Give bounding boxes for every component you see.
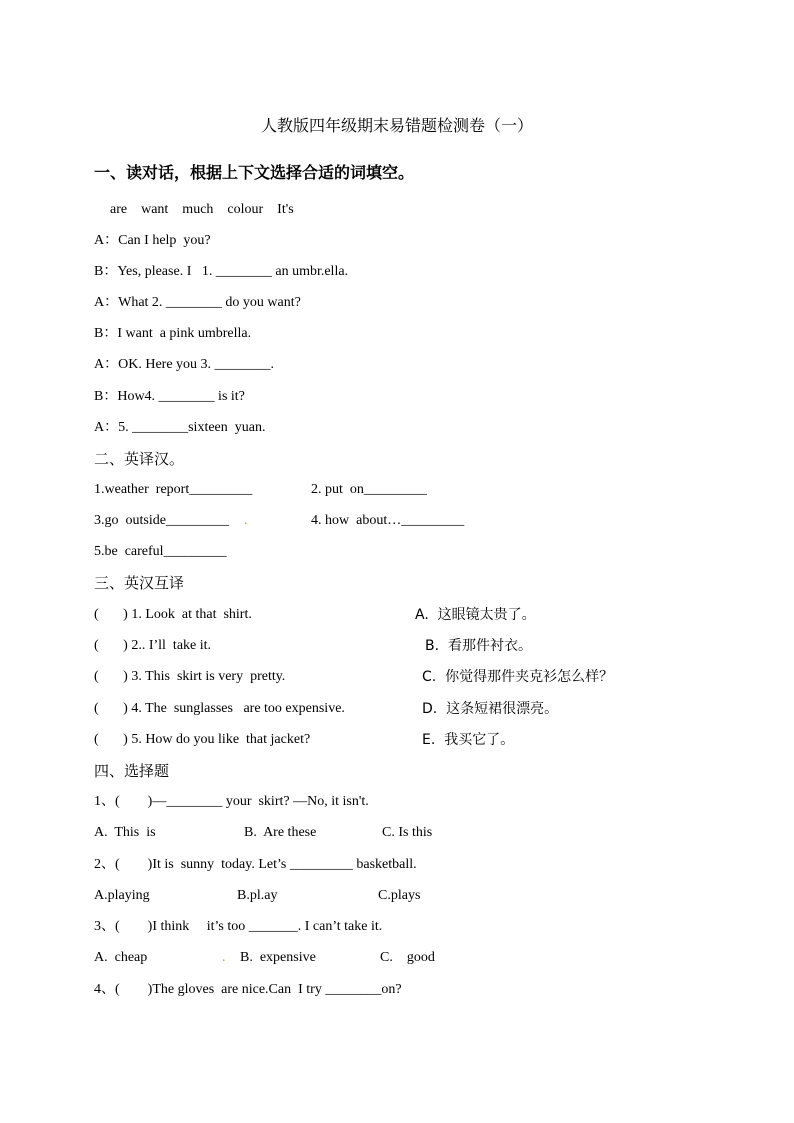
dialog-line: B：How4. ________ is it? [94, 389, 245, 404]
stray-dot: . [244, 513, 248, 528]
dialog-line: A：Can I help you? [94, 233, 211, 248]
dialog-line: B：Yes, please. I 1. ________ an umbr.ella. [94, 264, 349, 279]
page-title: 人教版四年级期末易错题检测卷（一） [260, 118, 533, 135]
translate-item: 4. how about…_________ [311, 513, 465, 528]
option: A. cheap [94, 950, 148, 965]
translate-item: 3.go outside_________ [94, 513, 229, 528]
word-bank: are want much colour It's [110, 202, 294, 217]
section-1-heading: 一、读对话，根据上下文选择合适的词填空。 [94, 163, 415, 182]
translate-item: 5.be careful_________ [94, 544, 227, 559]
question-3: 3、( )I think it’s too _______. I can’t take it. [94, 919, 383, 934]
dialog-line: A：OK. Here you 3. ________. [94, 357, 275, 372]
match-left-item: ( ) 2.. I’ll take it. [94, 638, 212, 653]
option: C. Is this [382, 825, 433, 840]
match-left-item: ( ) 3. This skirt is very pretty. [94, 669, 286, 684]
stray-dot: . [222, 950, 226, 965]
match-right-item: B. 看那件衬衣。 [425, 638, 532, 654]
option: A. This is [94, 825, 156, 840]
match-right-item: C. 你觉得那件夹克衫怎么样？ [422, 669, 614, 685]
dialog-line: B：I want a pink umbrella. [94, 326, 252, 341]
option: C.plays [378, 888, 421, 903]
option: B. expensive [240, 950, 316, 965]
question-1: 1、( )—________ your skirt? —No, it isn't. [94, 794, 369, 809]
match-left-item: ( ) 5. How do you like that jacket? [94, 732, 311, 747]
question-2: 2、( )It is sunny today. Let’s _________ basketball. [94, 857, 417, 872]
match-right-item: A. 这眼镜太贵了。 [415, 607, 536, 623]
option: C. good [380, 950, 435, 965]
dialog-line: A：What 2. ________ do you want? [94, 295, 301, 310]
option: B.pl.ay [237, 888, 278, 903]
dialog-line: A：5. ________sixteen yuan. [94, 420, 266, 435]
section-3-heading: 三、英汉互译 [94, 574, 185, 592]
option: A.playing [94, 888, 150, 903]
option: B. Are these [244, 825, 317, 840]
section-4-heading: 四、选择题 [94, 762, 170, 780]
translate-item: 1.weather report_________ [94, 482, 253, 497]
section-2-heading: 二、英译汉。 [94, 450, 185, 468]
match-left-item: ( ) 1. Look at that shirt. [94, 607, 252, 622]
translate-item: 2. put on_________ [311, 482, 427, 497]
question-4: 4、( )The gloves are nice.Can I try ________on? [94, 982, 402, 997]
match-left-item: ( ) 4. The sunglasses are too expensive. [94, 701, 345, 716]
match-right-item: E. 我买它了。 [422, 732, 515, 748]
match-right-item: D. 这条短裙很漂亮。 [422, 701, 559, 717]
